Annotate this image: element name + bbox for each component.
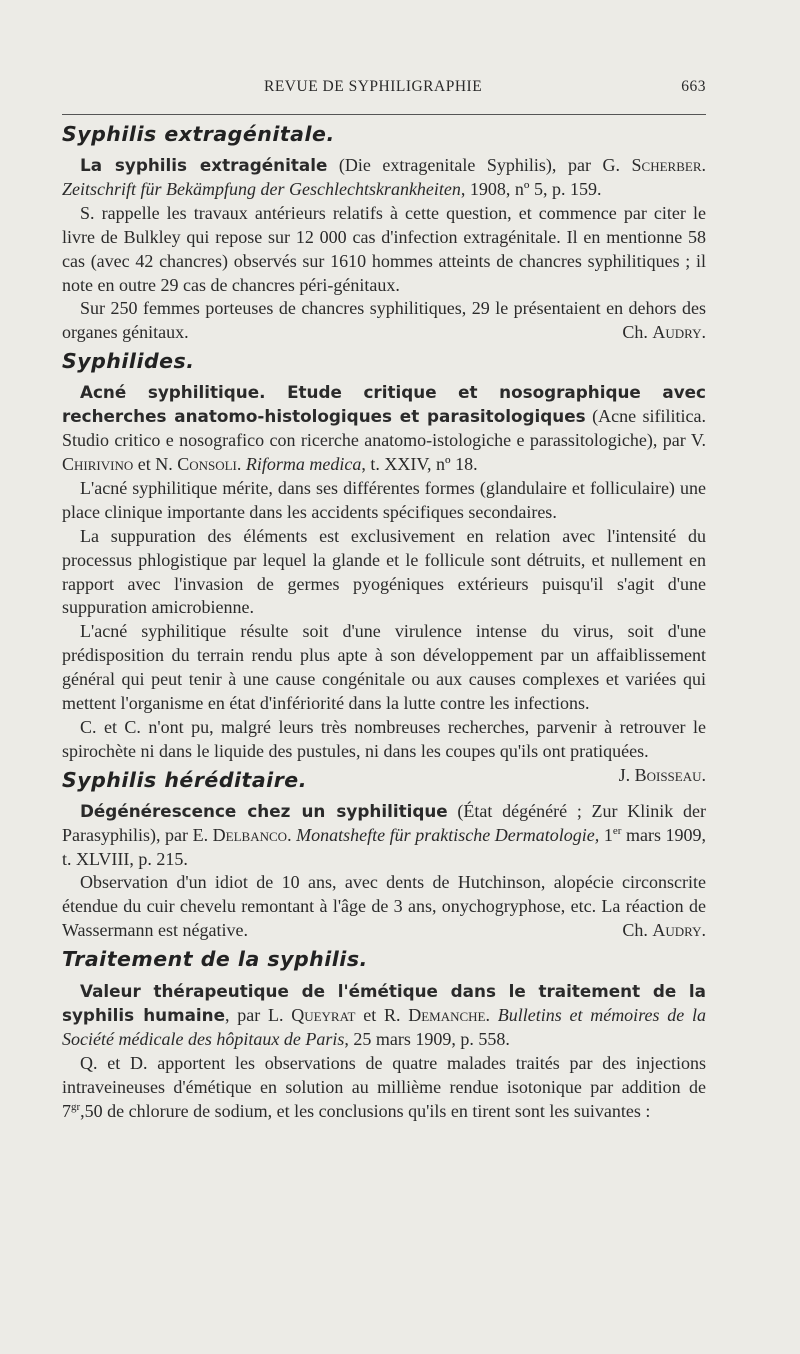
author-name: Chirivino [62,453,134,474]
paragraph: La suppuration des éléments est exclusivement en relation avec l'intensité du processus phlogistique par lequel la glande et le follicule sont détruits, et nullement en rapport avec l'invasion de germes pyogéniques extérieurs puisqu'il s'agit d'une suppuration amicrobienne. [62,525,706,618]
author-name: Queyrat [291,1005,356,1026]
page-number: 663 [681,78,706,95]
author-name: Demanche [408,1005,486,1026]
reference-extragenital: La syphilis extragénitale (Die extragenitale Syphilis), par G. Scherber. Zeitschrift für Bekämpfung der Geschlechtskrankheiten, 1908, nº 5, p. 159. [62,155,706,199]
author-name: Delbanco [212,824,288,845]
signature: J. Boisseau. [618,764,706,785]
signature: Ch. Audry. [622,322,706,343]
paragraph: Observation d'un idiot de 10 ans, avec dents de Hutchinson, alopécie circonscrite étendue du cuir chevelu remontant à l'âge de 3 ans, onychogryphose, etc. La réaction de Wassermann est négative. Ch. Audry. [62,871,706,943]
journal-name: Riforma medica [245,453,362,474]
reference-title: Acné syphilitique. Etude critique et nosographique avec recherches anatomo-histologiques et parasitologiques [62,382,706,427]
reference-title: Dégénérescence chez un syphilitique [80,800,448,821]
paragraph: S. rappelle les travaux antérieurs relatifs à cette question, et commence par citer le livre de Bulkley qui repose sur 12 000 cas d'infection extragénitale. Il en mentionne 58 cas (avec 42 chancres) observés sur 1610 hommes atteints de chancres syphilitiques ; il note en outre 29 cas de chancres péri-génitaux. [62,202,706,295]
reference-emetic: Valeur thérapeutique de l'émétique dans le traitement de la syphilis humaine, par L. Queyrat et R. Demanche. Bulletins et mémoires de la Société médicale des hôpitaux de Paris, 25 mars 1909, p. 558. [62,981,706,1049]
signature: Ch. Audry. [622,920,706,941]
journal-name: Zeitschrift für Bekämpfung der Geschlechtskrankheiten [62,178,461,199]
section-heading-extragenital: Syphilis extragénitale. [62,122,335,146]
paragraph: Q. et D. apportent les observations de quatre malades traités par des injections intraveineuses d'émétique en solution au millième rendue isotonique par addition de $7^{gr},50$ de chlorure de sodium, et les conclusions qu'ils en tirent sont les suivantes : [62,1052,706,1121]
paragraph: Sur 250 femmes porteuses de chancres syphilitiques, 29 le présentaient en dehors des organes génitaux. Ch. Audry. [62,297,706,345]
reference-degeneration: Dégénérescence chez un syphilitique (État dégénéré ; Zur Klinik der Parasyphilis), par E. Delbanco. Monatshefte für praktische Dermatologie, 1er mars 1909, t. XLVIII, p. 215. [62,800,707,869]
running-header [62,78,706,102]
paragraph: L'acné syphilitique résulte soit d'une virulence intense du virus, soit d'une prédisposition du terrain rendu plus apte à son développement par un affaiblissement général qui peut tenir à une cause congénitale ou aux causes complexes et variées qui mettent l'organisme en état d'infériorité dans la lutte contre les infections. [62,621,706,714]
section-heading-treatment: Traitement de la syphilis. [62,947,368,972]
reference-acne: Acné syphilitique. Etude critique et nosographique avec recherches anatomo-histologiques et parasitologiques (Acne sifilitica. Studio critico e nosografico con ricerche anatomo-istologiche e parassitologiche), par V. Chirivino et N. Consoli. Riforma medica, t. XXIV, nº 18. [62,382,706,474]
author-name: Consoli [177,453,237,474]
journal-name: Monatshefte für praktische Dermatologie, [296,824,600,845]
section-heading-hereditary: Syphilis héréditaire. [62,767,307,792]
author-name: Scherber [631,155,702,175]
journal-name: Bulletins et mémoires de la Société médicale des hôpitaux de Paris [62,1005,706,1049]
section-heading-syphilides: Syphilides. [62,349,195,374]
paragraph: L'acné syphilitique mérite, dans ses différentes formes (glandulaire et folliculaire) une place clinique importante dans les accidents spécifiques secondaires. [62,477,706,522]
journal-title: REVUE DE SYPHILIGRAPHIE [264,78,483,95]
article-body [62,122,706,1124]
header-rule [62,114,706,115]
reference-title: La syphilis extragénitale [80,155,328,175]
paragraph: C. et C. n'ont pu, malgré leurs très nombreuses recherches, parvenir à retrouver le spirochète ni dans le liquide des pustules, ni dans les coupes qu'ils ont pratiquées. J. Boisseau. [62,716,706,764]
reference-title: Valeur thérapeutique de l'émétique dans le traitement de la syphilis humaine [62,981,706,1026]
